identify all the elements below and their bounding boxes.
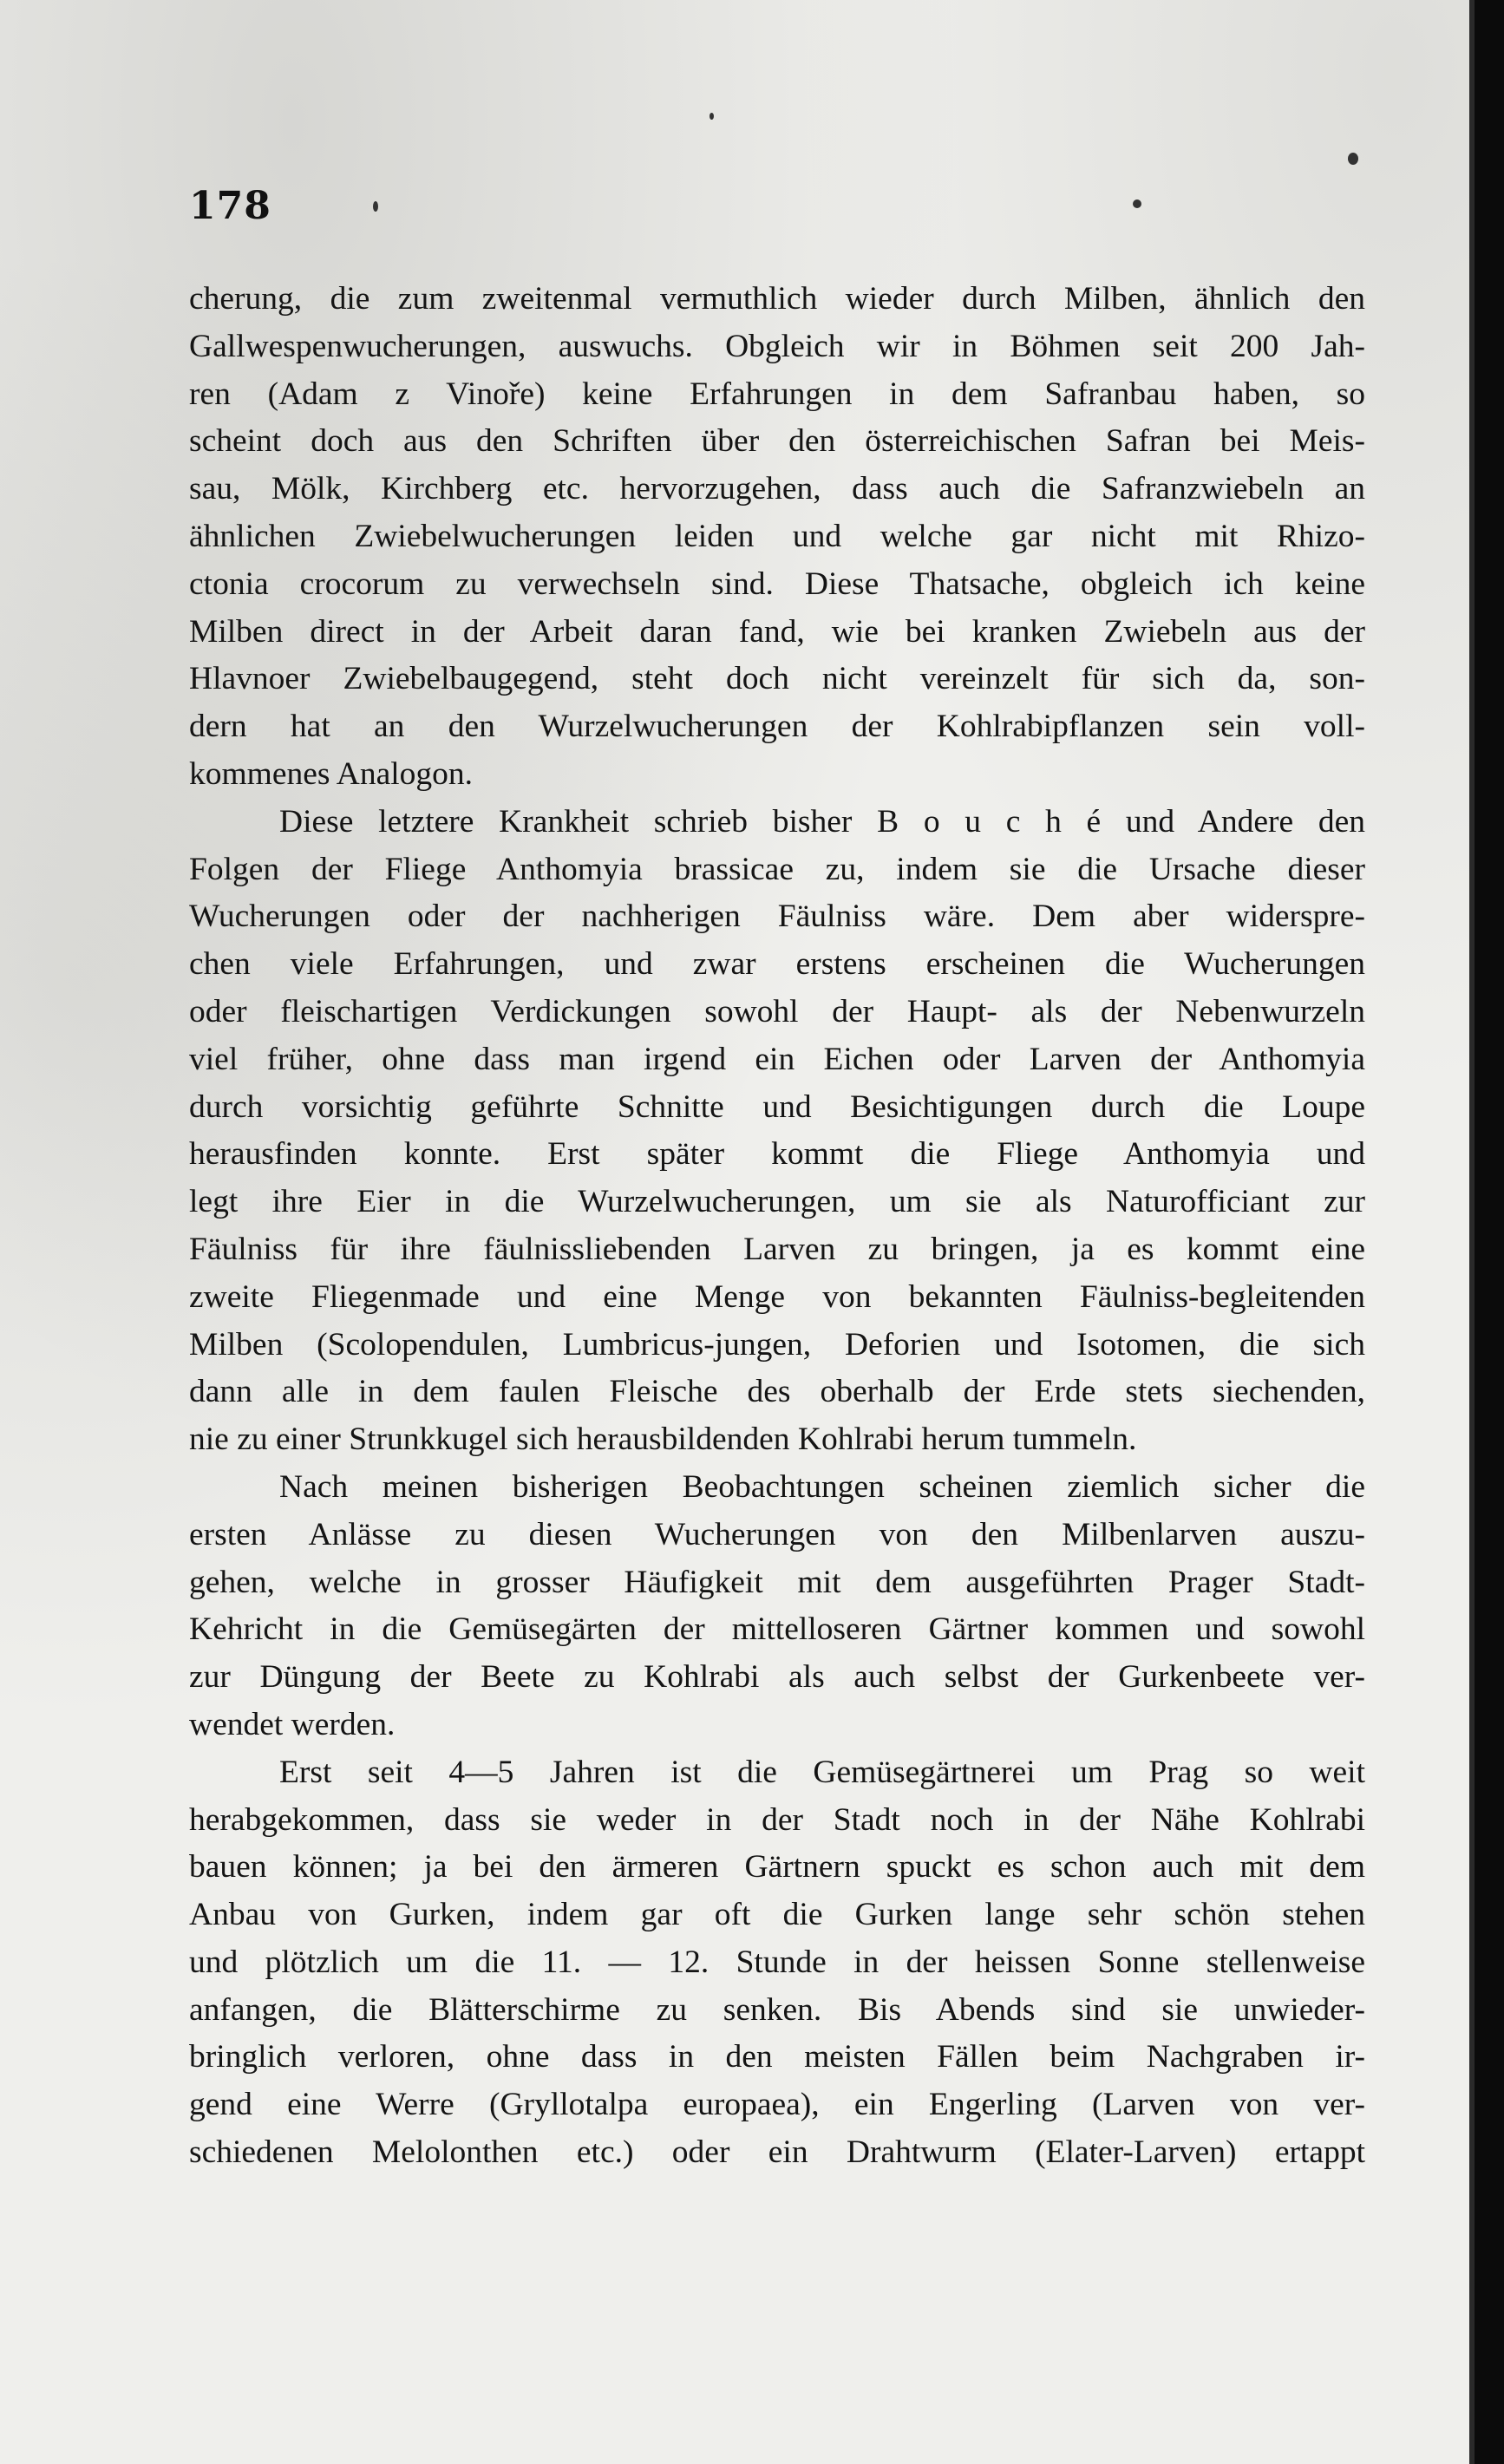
text-line: dann alle in dem faulen Fleische des oberhalb der Erde stets siechenden, [189,1374,1365,1410]
scan-dark-edge [1469,0,1504,2464]
text-line: Kehricht in die Gemüsegärten der mittelloseren Gärtner kommen und sowohl [189,1611,1365,1648]
text-line: gehen, welche in grosser Häufigkeit mit dem ausgeführten Prager Stadt- [189,1564,1365,1600]
text-line: Anbau von Gurken, indem gar oft die Gurken lange sehr schön stehen [189,1897,1365,1933]
body-text [189,276,1365,2177]
text-line: bringlich verloren, ohne dass in den meisten Fällen beim Nachgraben ir- [189,2039,1365,2075]
text-line: ersten Anlässe zu diesen Wucherungen von den Milbenlarven auszu- [189,1516,1365,1552]
ink-speck [709,113,714,120]
text-line: wendet werden. [189,1706,396,1742]
text-line: anfangen, die Blätterschirme zu senken. Bis Abends sind sie unwieder- [189,1991,1365,2028]
text-line: zweite Fliegenmade und eine Menge von bekannten Fäulniss-begleitenden [189,1278,1365,1315]
text-line: scheint doch aus den Schriften über den österreichischen Safran bei Meis- [189,423,1365,460]
text-line: legt ihre Eier in die Wurzelwucherungen, um sie als Naturofficiant zur [189,1184,1365,1220]
text-line: herabgekommen, dass sie weder in der Stadt noch in der Nähe Kohlrabi [189,1801,1365,1838]
text-line: Hlavnoer Zwiebelbaugegend, steht doch nicht vereinzelt für sich da, son- [189,661,1365,697]
ink-speck [1348,153,1358,165]
text-line: Gallwespenwucherungen, auswuchs. Obgleich wir in Böhmen seit 200 Jah- [189,328,1365,364]
text-line: gend eine Werre (Gryllotalpa europaea), ein Engerling (Larven von ver- [189,2087,1365,2123]
text-line: nie zu einer Strunkkugel sich herausbildenden Kohlrabi herum tummeln. [189,1422,1137,1458]
ink-speck [1133,199,1141,208]
text-line: sau, Mölk, Kirchberg etc. hervorzugehen, dass auch die Safranzwiebeln an [189,471,1365,507]
text-line: dern hat an den Wurzelwucherungen der Kohlrabipflanzen sein voll- [189,709,1365,745]
text-line: oder fleischartigen Verdickungen sowohl der Haupt- als der Nebenwurzeln [189,993,1365,1029]
paragraph [189,799,1365,1464]
text-line: ctonia crocorum zu verwechseln sind. Diese Thatsache, obgleich ich keine [189,565,1365,602]
text-line: bauen können; ja bei den ärmeren Gärtnern spuckt es schon auch mit dem [189,1849,1365,1886]
paragraph [189,1464,1365,1749]
text-line: zur Düngung der Beete zu Kohlrabi als auch selbst der Gurkenbeete ver- [189,1659,1365,1696]
text-line: herausfinden konnte. Erst später kommt die Fliege Anthomyia und [189,1136,1365,1173]
page-number: 178 [189,184,271,228]
text-line: ähnlichen Zwiebelwucherungen leiden und welche gar nicht mit Rhizo- [189,518,1365,554]
text-line: viel früher, ohne dass man irgend ein Eichen oder Larven der Anthomyia [189,1041,1365,1077]
text-line: durch vorsichtig geführte Schnitte und Besichtigungen durch die Loupe [189,1088,1365,1125]
text-line: schiedenen Melolonthen etc.) oder ein Drahtwurm (Elater-Larven) ertappt [189,2134,1365,2171]
ink-speck [373,201,378,212]
text-line: Nach meinen bisherigen Beobachtungen scheinen ziemlich sicher die [279,1468,1365,1505]
paragraph [189,276,1365,799]
text-line: ren (Adam z Vinoře) keine Erfahrungen in dem Safranbau haben, so [189,376,1365,412]
text-line: Milben (Scolopendulen, Lumbricus-jungen, Deforien und Isotomen, die sich [189,1326,1365,1363]
text-line: Erst seit 4—5 Jahren ist die Gemüsegärtnerei um Prag so weit [279,1754,1365,1790]
scan-edge-shadow [1469,0,1475,2464]
text-line: und plötzlich um die 11. — 12. Stunde in der heissen Sonne stellenweise [189,1944,1365,1980]
text-line: chen viele Erfahrungen, und zwar erstens erscheinen die Wucherungen [189,946,1365,983]
paragraph [189,1749,1365,2177]
text-line: cherung, die zum zweitenmal vermuthlich wieder durch Milben, ähnlich den [189,281,1365,317]
text-line: kommenes Analogon. [189,755,474,792]
text-line: Diese letztere Krankheit schrieb bisher B o u c h é und Andere den [279,803,1365,840]
text-line: Milben direct in der Arbeit daran fand, wie bei kranken Zwiebeln aus der [189,613,1365,650]
text-line: Wucherungen oder der nachherigen Fäulniss wäre. Dem aber widerspre- [189,899,1365,935]
text-line: Folgen der Fliege Anthomyia brassicae zu, indem sie die Ursache dieser [189,851,1365,887]
text-line: Fäulniss für ihre fäulnissliebenden Larven zu bringen, ja es kommt eine [189,1231,1365,1267]
